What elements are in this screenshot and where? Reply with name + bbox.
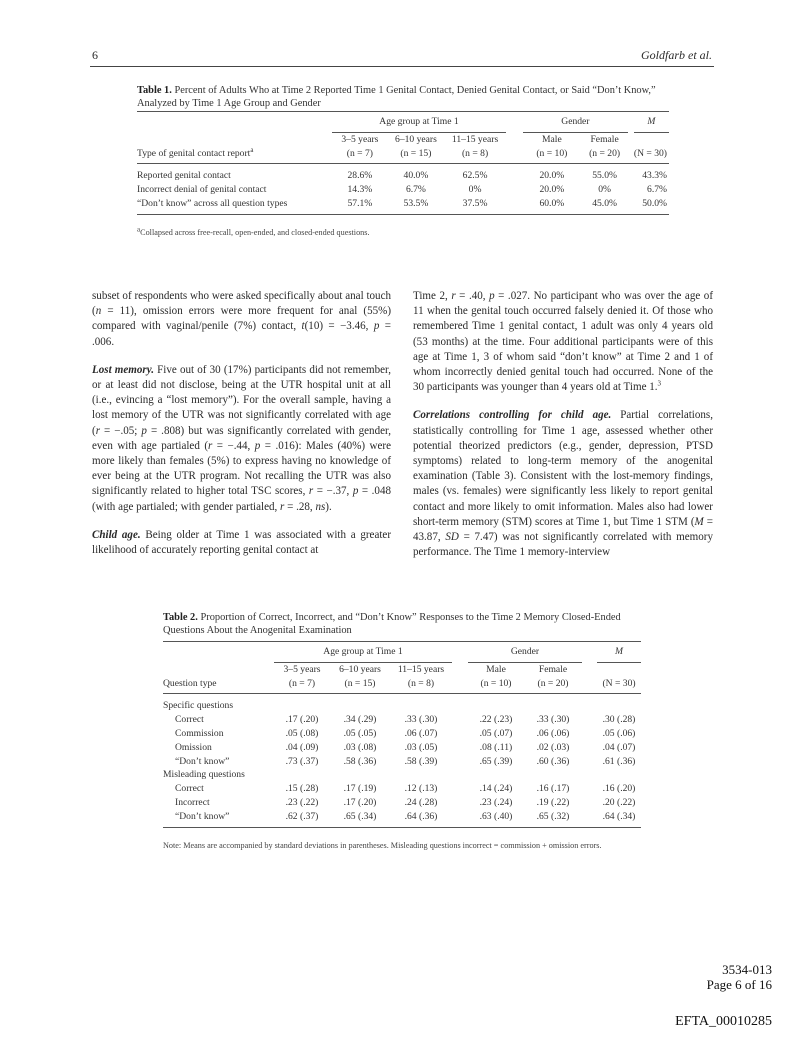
table1-col-3: Male (n = 10) [523, 132, 581, 164]
paragraph: Lost memory. Five out of 30 (17%) participants did not remember, or at least did not disclose, being at the UTR hospital unit at all (i.e., evincing a “lost memory”). For the overall sample, having a lost memory of the UTR was not significantly correlated with age (r = −.05; p = .808) but was significantly correlated with gender, even with age partialed (r = −.44, p = .016): Males (40%) were more likely than females (5%) to express having no knowledge of ever being at the UTR program. Not recalling the UTR was also significantly related to higher total TSC scores, r = −.37, p = .048 (with age partialed; with gender partialed, r = .28, ns). [92, 363, 392, 513]
table-row: Omission .04 (.09) .03 (.08) .03 (.05) .08 (.11) .02 (.03) .04 (.07) [175, 741, 636, 753]
section-heading: Lost memory. [92, 363, 154, 376]
doc-code: 3534-013 [722, 962, 772, 977]
paragraph: subset of respondents who were asked specifically about anal touch (n = 11), omission errors were more frequent for anal (55%) compared with vaginal/penile (7%) contact, t(10) = −3.46, p = .006. [92, 290, 391, 348]
table2-col-1: 6–10 years (n = 15) [330, 662, 390, 694]
table2-caption-text: Proportion of Correct, Incorrect, and “Don’t Know” Responses to the Time 2 Memory Closed-Ended Questions About the Anogenital Examination [163, 612, 621, 636]
table-row: “Don’t know” .73 (.37) .58 (.36) .58 (.39) .65 (.39) .60 (.36) .61 (.36) [175, 755, 636, 767]
table2-note: Note: Means are accompanied by standard deviations in parentheses. Misleading questions incorrect = commission + omission errors. [163, 841, 602, 850]
table1-col-1: 6–10 years (n = 15) [387, 132, 444, 164]
table-row: Correct .17 (.20) .34 (.29) .33 (.30) .22 (.23) .33 (.30) .30 (.28) [175, 714, 636, 726]
table-row: Incorrect .23 (.22) .17 (.20) .24 (.28) .23 (.24) .19 (.22) .20 (.22) [175, 796, 636, 808]
table2-caption [163, 611, 641, 637]
efta-id: EFTA_00010285 [675, 1014, 772, 1029]
table2-col-3: Male (n = 10) [468, 662, 524, 694]
table-row: Commission .05 (.08) .05 (.05) .06 (.07) .05 (.07) .06 (.06) .05 (.06) [175, 727, 636, 739]
table2-col-4: Female (n = 20) [524, 662, 582, 694]
table-section-row: Misleading questions [163, 769, 245, 781]
table1-caption [137, 84, 669, 110]
table1-label: Table 1. [137, 85, 172, 96]
table-row: “Don’t know” .62 (.37) .65 (.34) .64 (.36) .63 (.40) .65 (.32) .64 (.34) [163, 810, 641, 827]
table2-label: Table 2. [163, 612, 198, 623]
section-heading: Child age. [92, 528, 141, 541]
right-column [413, 289, 713, 560]
table-row: Reported genital contact 28.6% 40.0% 62.5% 20.0% 55.0% 43.3% [137, 170, 667, 182]
table2-group-m: M [597, 642, 641, 663]
paragraph: Time 2, r = .40, p = .027. No participant who was over the age of 11 when the genital touch occurred falsely denied it. Of those who remembered Time 1 genital contact, 1 adult was only 4 years old (53 months) at the time. Four additional participants were of this age at Time 1, 3 of whom said “don’t know” at Time 2 and 1 of whom incorrectly denied genital touch had occurred. None of the 30 participants was younger than 4 years old at Time 1.$^3$ [413, 290, 714, 394]
table1-group-age: Age group at Time 1 [332, 112, 505, 133]
table2-group-row [163, 642, 641, 663]
table1-note: $^a$Collapsed across free-recall, open-ended, and closed-ended questions. [137, 225, 370, 237]
table1-col-5: (N = 30) [634, 132, 669, 164]
paragraph: Correlations controlling for child age. Partial correlations, statistically controlling for Time 1 age, assessed whether other potential theorized predictors (e.g., gender, depression, PTSD symptoms) related to long-term memory of the anogenital examination (Table 3). Consistent with the lost-memory findings, males (vs. females) were significantly less likely to report genital contact and more likely to omit information. Males also had lower short-term memory (STM) scores at Time 1, but Time 1 STM (M = 43.87, SD = 7.47) was not significantly correlated with memory performance. The Time 1 memory-interview [413, 409, 713, 559]
table1-header-row [137, 132, 669, 164]
table-row: Correct .15 (.28) .17 (.19) .12 (.13) .14 (.24) .16 (.17) .16 (.20) [175, 783, 636, 795]
table2-col-2: 11–15 years (n = 8) [390, 662, 452, 694]
page-footer [707, 962, 772, 992]
table2-col-5: (N = 30) [597, 662, 641, 694]
table-row: Incorrect denial of genital contact 14.3% 6.7% 0% 20.0% 0% 6.7% [137, 184, 667, 196]
table1-group-row [137, 112, 669, 133]
table2-header-row [163, 662, 641, 694]
table1-rowhead: Type of genital contact report$^a$ [137, 132, 332, 164]
table1-group-gender: Gender [523, 112, 629, 133]
left-column [92, 289, 391, 558]
running-head: Goldfarb et al. [641, 48, 712, 62]
table1-caption-text: Percent of Adults Who at Time 2 Reported Time 1 Genital Contact, Denied Genital Contact, or Said “Don’t Know,” Analyzed by Time 1 Age Group and Gender [137, 85, 656, 109]
table1-col-2: 11–15 years (n = 8) [444, 132, 505, 164]
page-number: 6 [92, 48, 98, 62]
table1-col-0: 3–5 years (n = 7) [332, 132, 387, 164]
paragraph: Child age. Being older at Time 1 was associated with a greater likelihood of accurately reporting genital contact at [92, 528, 391, 557]
page-of: Page 6 of 16 [706, 977, 772, 992]
table-row: “Don’t know” across all question types 57.1% 53.5% 37.5% 60.0% 45.0% 50.0% [137, 197, 669, 214]
table2-col-0: 3–5 years (n = 7) [274, 662, 330, 694]
table2-group-age: Age group at Time 1 [274, 642, 452, 663]
table2-group-gender: Gender [468, 642, 582, 663]
table2-rowhead: Question type [163, 662, 274, 694]
table1 [137, 111, 669, 215]
table1-col-4: Female (n = 20) [581, 132, 628, 164]
header-rule [90, 66, 714, 67]
table2 [163, 641, 641, 828]
section-heading: Correlations controlling for child age. [413, 409, 612, 422]
table-section-row: Specific questions [163, 700, 234, 712]
table1-group-m: M [634, 112, 669, 133]
